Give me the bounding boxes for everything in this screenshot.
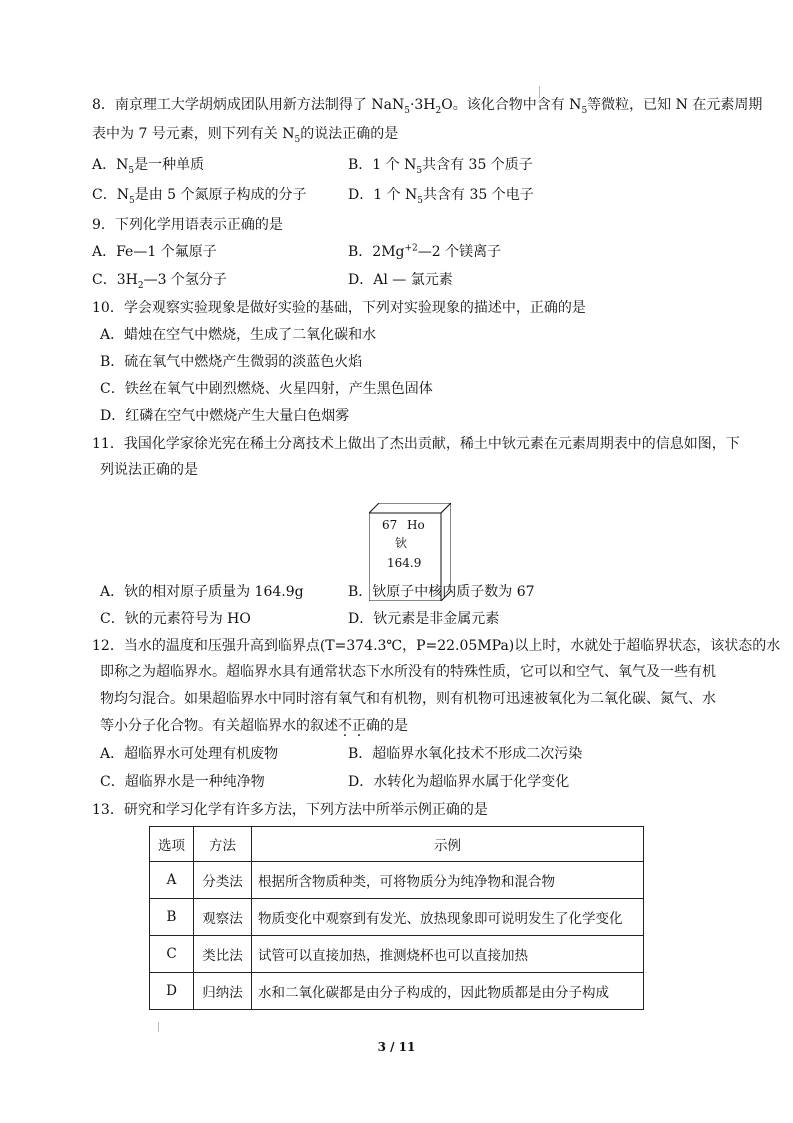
emphasis-char: 不 bbox=[338, 718, 352, 734]
table-row bbox=[150, 973, 644, 1010]
question-11-line2: 列说法正确的是 bbox=[100, 462, 198, 478]
page-number: 3 / 11 bbox=[377, 1040, 416, 1054]
row-option: A bbox=[150, 862, 194, 899]
question-12-line3: 物均匀混合。如果超临界水中同时溶有氧气和有机物，则有机物可迅速被氧化为二氧化碳、氮气、水 bbox=[100, 691, 716, 707]
q10-option-b: B．硫在氧气中燃烧产生微弱的淡蓝色火焰 bbox=[100, 354, 363, 370]
header-option: 选项 bbox=[150, 827, 194, 862]
q9-option-c: C．$3H_2—3$ 个氢分子 bbox=[92, 272, 227, 291]
q8-option-d: D．1 个 $N_5$共含有 35 个电子 bbox=[348, 187, 534, 206]
row-method: 类比法 bbox=[194, 936, 252, 973]
question-9-stem: 9．下列化学用语表示正确的是 bbox=[92, 217, 283, 233]
row-example: 试管可以直接加热，推测烧杯也可以直接加热 bbox=[252, 936, 644, 973]
q11-option-b: B．钬原子中核内质子数为 67 bbox=[348, 584, 535, 600]
row-example: 根据所含物质种类，可将物质分为纯净物和混合物 bbox=[252, 862, 644, 899]
question-11-line1: 11．我国化学家徐光宪在稀土分离技术上做出了杰出贡献，稀土中钬元素在元素周期表中的信息如图，下 bbox=[92, 436, 740, 452]
q11-option-d: D．钬元素是非金属元素 bbox=[348, 611, 500, 627]
question-12-line4: 等小分子化合物。有关超临界水的叙述不正确的是 bbox=[100, 718, 408, 734]
row-method: 观察法 bbox=[194, 899, 252, 936]
q9-option-d: D．Al — 氯元素 bbox=[348, 272, 453, 288]
question-12-line2: 即称之为超临界水。超临界水具有通常状态下水所没有的特殊性质，它可以和空气、氧气及一些有机 bbox=[100, 664, 716, 680]
q9-option-b: B．$2Mg^{+2}—2$ 个镁离子 bbox=[348, 243, 502, 260]
row-method: 归纳法 bbox=[194, 973, 252, 1010]
header-example: 示例 bbox=[252, 827, 644, 862]
q12-option-a: A．超临界水可处理有机废物 bbox=[100, 746, 279, 762]
row-option: C bbox=[150, 936, 194, 973]
table-row bbox=[150, 862, 644, 899]
row-method: 分类法 bbox=[194, 862, 252, 899]
emphasis-char: 正 bbox=[352, 718, 366, 734]
row-example: 水和二氧化碳都是由分子构成的，因此物质都是由分子构成 bbox=[252, 973, 644, 1010]
element-symbol: Ho bbox=[407, 518, 425, 532]
cube-top-face bbox=[369, 503, 451, 513]
question-13-stem: 13．研究和学习化学有许多方法，下列方法中所举示例正确的是 bbox=[92, 802, 488, 818]
question-8-line1: 8．南京理工大学胡炳成团队用新方法制得了 $NaN_5\cdot 3H_2O$。该化合物中含有 $N_5$等微粒，已知 N 在元素周期 bbox=[92, 97, 763, 116]
q8-option-b: B．1 个 $N_5$共含有 35 个质子 bbox=[348, 157, 533, 176]
q11-option-c: C．钬的元素符号为 HO bbox=[100, 611, 251, 627]
element-name: 钬 bbox=[395, 536, 408, 550]
question-10-stem: 10．学会观察实验现象是做好实验的基础，下列对实验现象的描述中，正确的是 bbox=[92, 300, 586, 316]
q12-option-b: B．超临界水氧化技术不形成二次污染 bbox=[348, 746, 583, 762]
table-header-row bbox=[150, 827, 644, 862]
q9-option-a: A．Fe—1 个氟原子 bbox=[92, 244, 217, 260]
q8-option-a: A．$N_5$是一种单质 bbox=[92, 157, 205, 176]
row-option: B bbox=[150, 899, 194, 936]
atomic-number: 67 bbox=[382, 518, 398, 532]
table-row bbox=[150, 936, 644, 973]
methods-table bbox=[149, 826, 644, 1010]
header-method: 方法 bbox=[194, 827, 252, 862]
scan-mark bbox=[158, 1022, 159, 1032]
question-12-line1: 12．当水的温度和压强升高到临界点(T=374.3℃，P=22.05MPa)以上时，水就处于超临界状态，该状态的水 bbox=[92, 638, 781, 654]
q8-option-c: C．$N_5$是由 5 个氮原子构成的分子 bbox=[92, 187, 307, 206]
row-example: 物质变化中观察到有发光、放热现象即可说明发生了化学变化 bbox=[252, 899, 644, 936]
row-option: D bbox=[150, 973, 194, 1010]
q12-option-d: D．水转化为超临界水属于化学变化 bbox=[348, 774, 570, 790]
table-row bbox=[150, 899, 644, 936]
q11-option-a: A．钬的相对原子质量为 164.9g bbox=[100, 584, 304, 600]
q12-option-c: C．超临界水是一种纯净物 bbox=[100, 774, 265, 790]
q10-option-d: D．红磷在空气中燃烧产生大量白色烟雾 bbox=[100, 408, 350, 424]
question-8-line2: 表中为 7 号元素，则下列有关 $N_5$的说法正确的是 bbox=[92, 126, 399, 145]
q10-option-a: A．蜡烛在空气中燃烧，生成了二氧化碳和水 bbox=[100, 327, 377, 343]
q10-option-c: C．铁丝在氧气中剧烈燃烧、火星四射，产生黑色固体 bbox=[100, 381, 433, 397]
atomic-mass: 164.9 bbox=[387, 556, 422, 570]
